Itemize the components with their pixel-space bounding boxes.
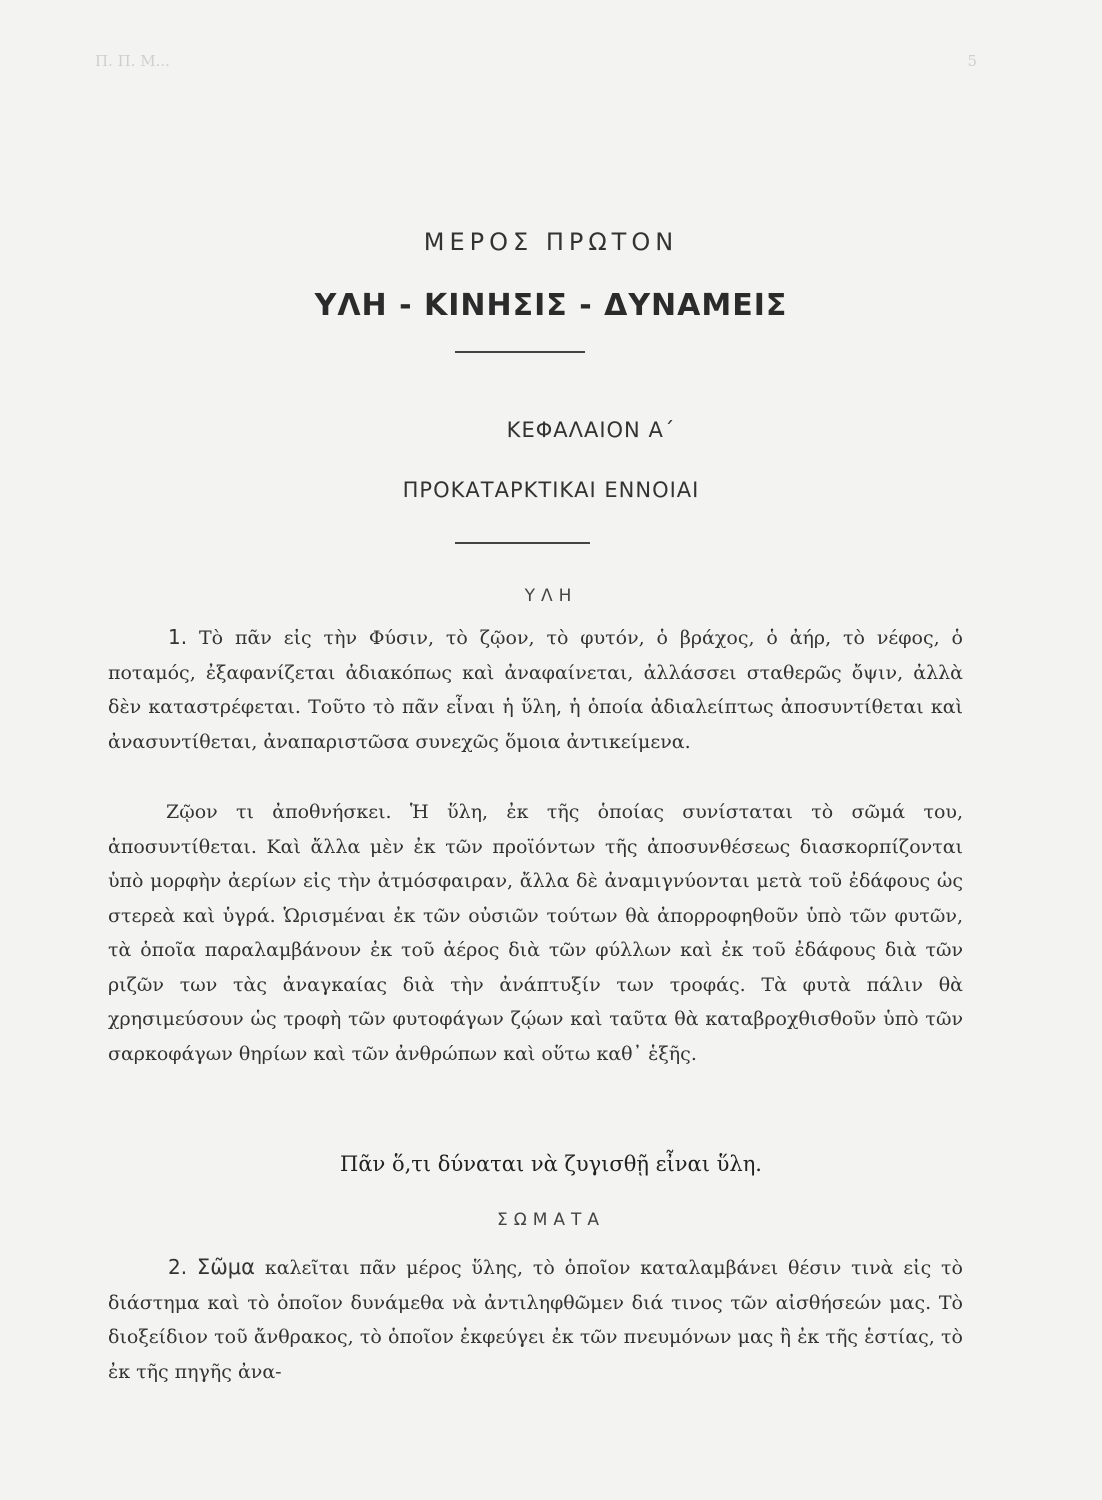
paragraph-text: καλεῖται πᾶν μέρος ὕλης, τὸ ὁποῖον καταλαμβάνει θέσιν τινὰ εἰς τὸ διάστημα καὶ τὸ ὁποῖον δυνάμεθα νὰ ἀντιληφθῶμεν διά τινος τῶν αἰσθήσεών μας. Τὸ διοξείδιον τοῦ ἄνθρακος, τὸ ὁποῖον ἐκφεύγει ἐκ τῶν πνευμόνων μας ἢ ἐκ τῆς ἑστίας, τὸ ἐκ τῆς πηγῆς ἀνα- <box>108 1257 963 1383</box>
running-head <box>95 52 977 76</box>
paragraph-1 <box>108 620 963 759</box>
page-number: 5 <box>967 52 977 70</box>
divider-rule <box>455 542 590 544</box>
key-statement: Πᾶν ὅ,τι δύναται νὰ ζυγισθῇ εἶναι ὕλη. <box>340 1152 762 1176</box>
defined-term: Σῶμα <box>196 1255 255 1279</box>
section-heading-bodies: ΣΩΜΑΤΑ <box>496 1210 606 1230</box>
chapter-subtitle: ΠΡΟΚΑΤΑΡΚΤΙΚΑΙ ΕΝΝΟΙΑΙ <box>402 478 700 502</box>
paragraph-number: 2. <box>168 1255 188 1279</box>
paragraph-text: Τὸ πᾶν εἰς τὴν Φύσιν, τὸ ζῷον, τὸ φυτόν, ὁ βράχος, ὁ ἀήρ, τὸ νέφος, ὁ ποταμός, ἐξαφανίζεται ἀδιακόπως καὶ ἀναφαίνεται, ἀλλάσσει σταθερῶς ὄψιν, ἀλλὰ δὲν καταστρέφεται. Τοῦτο τὸ πᾶν εἶναι ἡ ὕλη, ἡ ὁποία ἀδιαλείπτως ἀποσυντίθεται καὶ ἀνασυντίθεται, ἀναπαριστῶσα συνεχῶς ὅμοια ἀντικείμενα. <box>108 627 963 753</box>
paragraph-3 <box>108 1250 963 1389</box>
chapter-heading: ΚΕΦΑΛΑΙΟΝ Α΄ <box>506 418 676 442</box>
paragraph-number: 1. <box>168 625 188 649</box>
paragraph-2: Ζῷον τι ἀποθνήσκει. Ἡ ὕλη, ἐκ τῆς ὁποίας συνίσταται τὸ σῶμά του, ἀποσυντίθεται. Καὶ ἄλλα μὲν ἐκ τῶν προϊόντων τῆς ἀποσυνθέσεως διασκορπίζονται ὑπὸ μορφὴν ἀερίων εἰς τὴν ἀτμόσφαιραν, ἄλλα δὲ ἀναμιγνύονται μετὰ τοῦ ἐδάφους ὡς στερεὰ καὶ ὑγρά. Ὡρισμέναι ἐκ τῶν οὐσιῶν τούτων θὰ ἀπορροφηθοῦν ὑπὸ τῶν φυτῶν, τὰ ὁποῖα παραλαμβάνουν ἐκ τοῦ ἀέρος διὰ τῶν φύλλων καὶ ἐκ τοῦ ἐδάφους διὰ τῶν ριζῶν των τὰς ἀναγκαίας διὰ τὴν ἀνάπτυξίν των τροφάς. Τὰ φυτὰ πάλιν θὰ χρησιμεύσουν ὡς τροφὴ τῶν φυτοφάγων ζῴων καὶ ταῦτα θὰ καταβροχθισθοῦν ὑπὸ τῶν σαρκοφάγων θηρίων καὶ τῶν ἀνθρώπων καὶ οὕτω καθ᾽ ἑξῆς. <box>108 801 963 1065</box>
divider-rule <box>455 351 585 353</box>
main-title: ΥΛΗ - ΚΙΝΗΣΙΣ - ΔΥΝΑΜΕΙΣ <box>314 288 788 323</box>
section-heading-matter: ΥΛΗ <box>524 586 578 606</box>
part-title: ΜΕΡΟΣ ΠΡΩΤΟΝ <box>423 228 679 256</box>
running-head-left: Π. Π. Μ... <box>95 52 170 70</box>
